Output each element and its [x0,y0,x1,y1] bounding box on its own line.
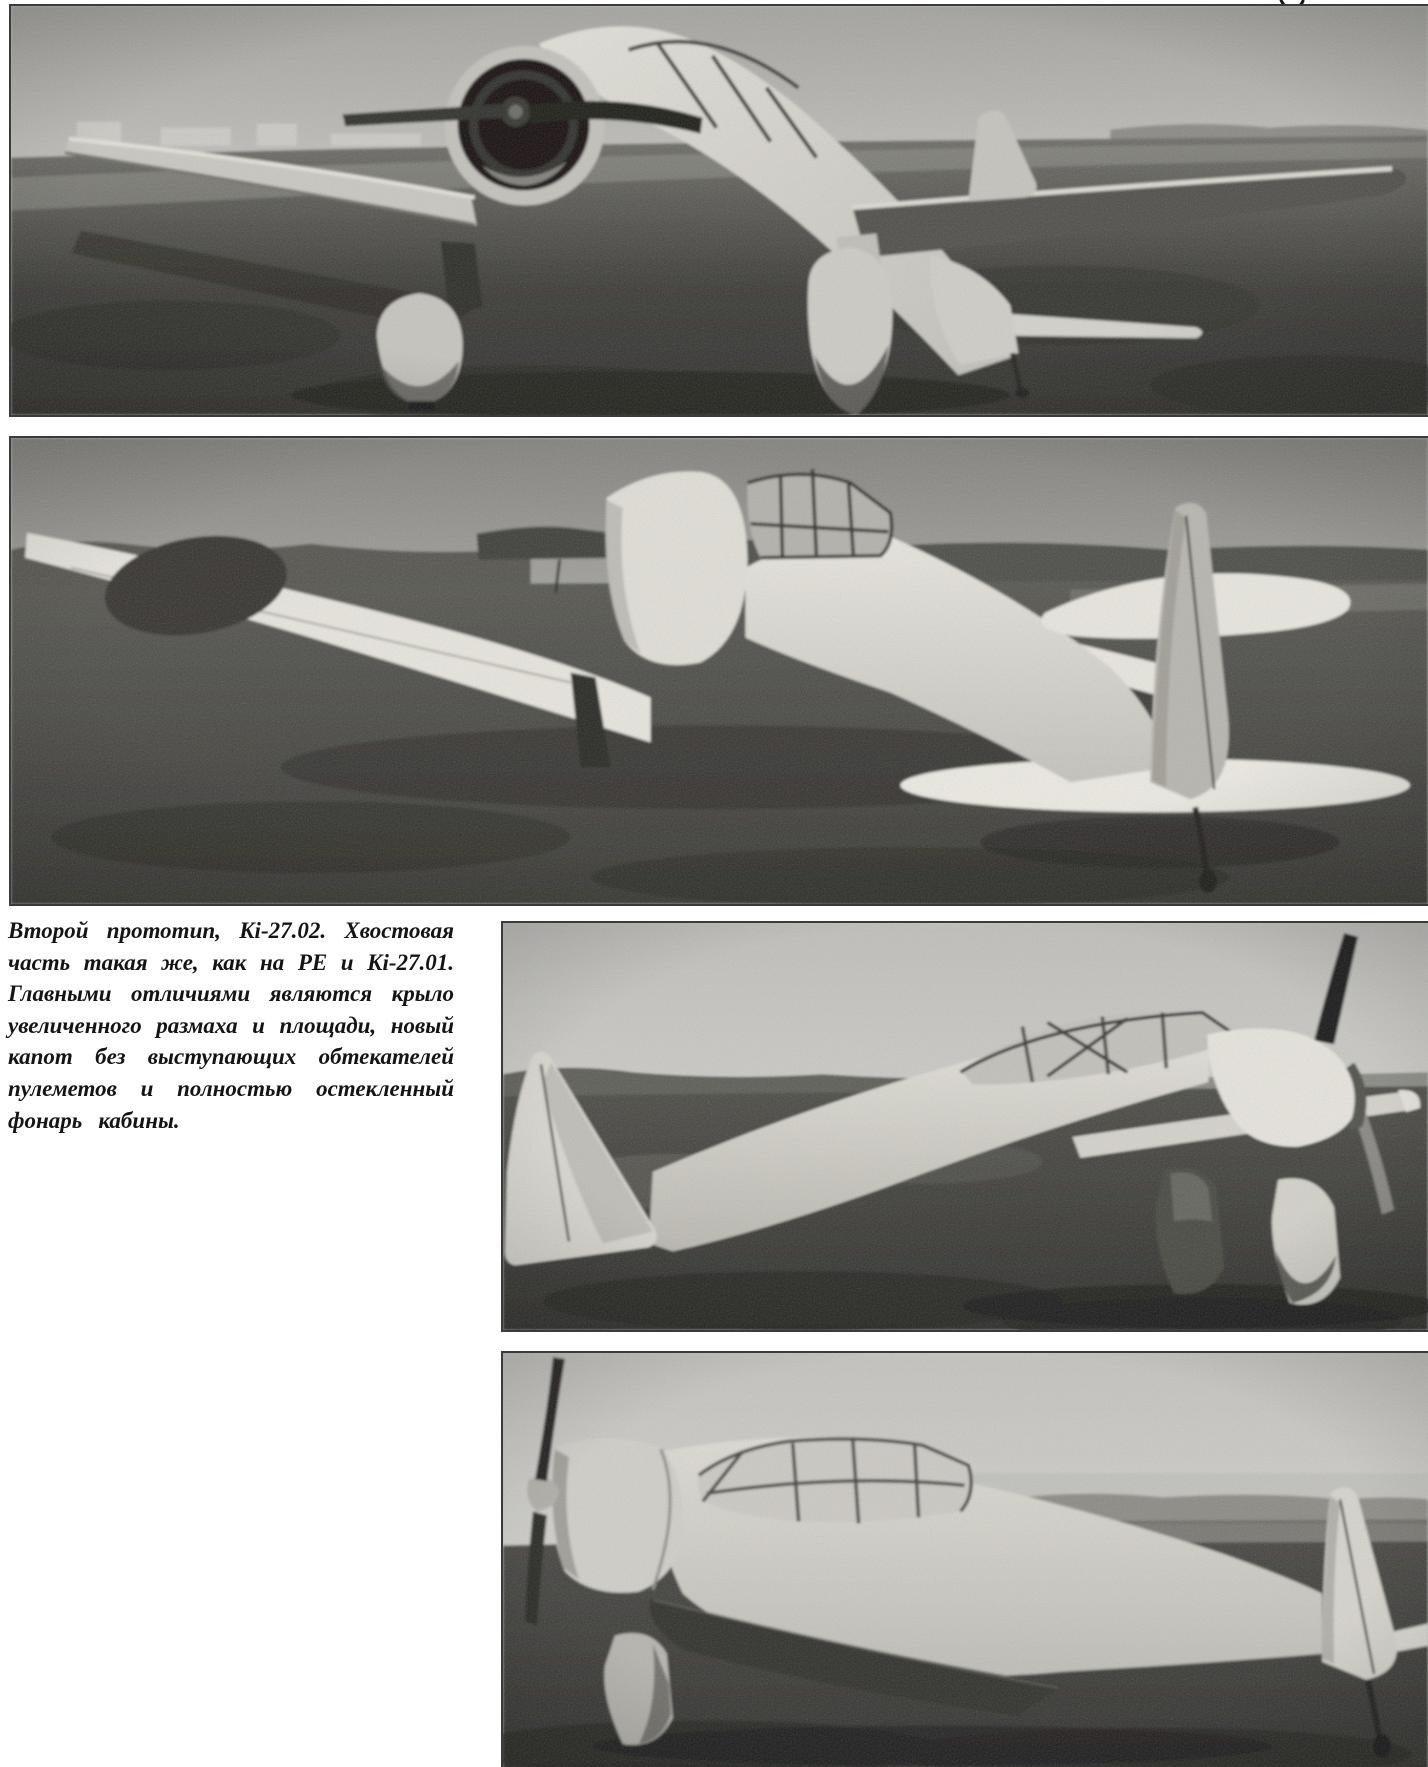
photo-side-view [501,1351,1428,1767]
photo-front-view [9,4,1428,417]
caption-line: увеличенного размаха и площади, новый [8,1012,454,1038]
caption-line: капот без выступающих обтекателей [8,1044,454,1070]
caption-line: часть такая же, как на PE и Ki-27.01. [8,949,454,975]
photo-rear-quarter-view [9,436,1428,906]
caption-line: пулеметов и полностью остекленный [8,1075,454,1101]
photo-rear-left-view [501,921,1428,1332]
caption-line: фонарь кабины. [8,1107,180,1133]
caption-line: Второй прототип, Ki-27.02. Хвостовая [8,918,454,943]
caption-line: Главными отличиями являются крыло [8,981,454,1007]
caption-text [8,915,454,1136]
